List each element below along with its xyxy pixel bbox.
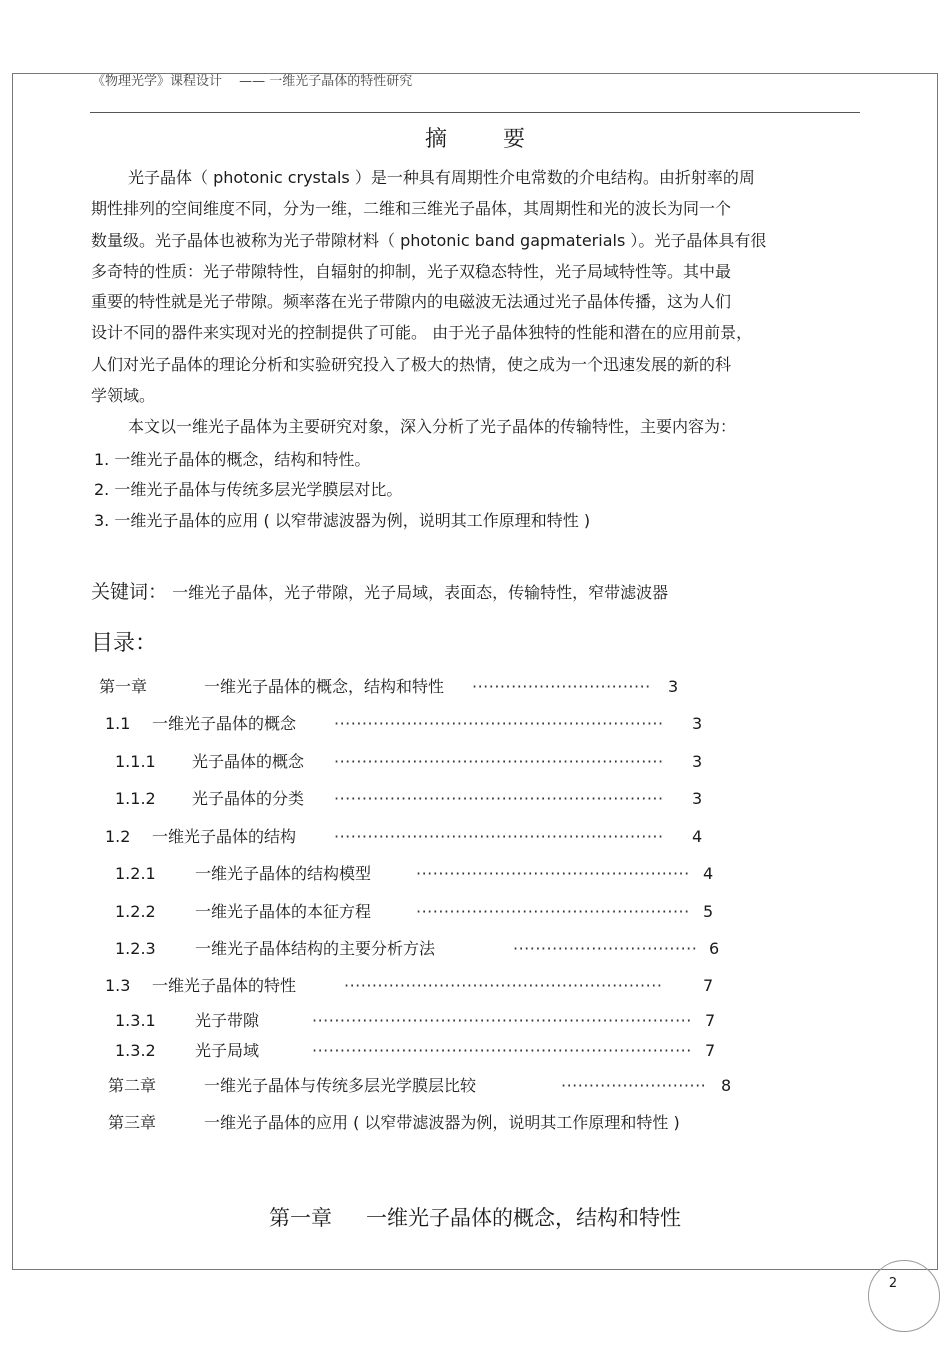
header-divider <box>90 112 860 113</box>
toc-entry-title: 一维光子晶体的特性 <box>152 976 297 995</box>
toc-entry-leader: ················································· <box>416 902 690 921</box>
toc-entry-page: 6 <box>709 939 720 958</box>
toc-entry-page: 3 <box>668 677 679 696</box>
toc-entry-page: 7 <box>705 1041 716 1060</box>
abstract-line-8: 学领域。 <box>91 386 156 405</box>
toc-entry-leader: ···································································· <box>312 1041 692 1060</box>
toc-entry-number: 第一章 <box>99 677 148 696</box>
keywords-text: 一维光子晶体，光子带隙，光子局域，表面态，传输特性，窄带滤波器 <box>172 583 669 602</box>
keywords-row <box>91 582 668 603</box>
abstract-line-5: 重要的特性就是光子带隙。频率落在光子带隙内的电磁波无法通过光子晶体传播，这为人们 <box>91 292 732 311</box>
toc-entry-title: 光子晶体的分类 <box>192 789 305 808</box>
toc-entry-title: 光子晶体的概念 <box>192 752 305 771</box>
toc-entry-page: 3 <box>692 789 703 808</box>
toc-entry-page: 3 <box>692 752 703 771</box>
toc-entry-number: 1.2.1 <box>115 864 156 883</box>
abstract-line-4: 多奇特的性质：光子带隙特性，自辐射的抑制，光子双稳态特性，光子局域特性等。其中最 <box>91 262 732 281</box>
page-number-circle <box>868 1260 940 1332</box>
toc-entry-leader: ··························································· <box>334 714 664 733</box>
content-item-3: 3. 一维光子晶体的应用 ( 以窄带滤波器为例，说明其工作原理和特性 ) <box>94 511 591 530</box>
page-number: 2 <box>888 1276 898 1291</box>
abstract-line-1: 光子晶体（ photonic crystals ）是一种具有周期性介电常数的介电结构。由折射率的周 <box>128 168 755 187</box>
toc-entry-leader: ························································· <box>344 976 663 995</box>
toc-entry-number: 1.2.2 <box>115 902 156 921</box>
toc-entry-number: 第三章 <box>108 1113 157 1132</box>
abstract-line-6: 设计不同的器件来实现对光的控制提供了可能。 由于光子晶体独特的性能和潜在的应用前景， <box>91 323 753 342</box>
toc-entry-leader: ·························· <box>561 1076 707 1095</box>
chapter-heading <box>0 1202 950 1232</box>
toc-entry-title: 一维光子晶体的结构模型 <box>195 864 372 883</box>
toc-entry-page: 4 <box>692 827 703 846</box>
toc-entry-leader: ··························································· <box>334 789 664 808</box>
toc-entry-page: 7 <box>703 976 714 995</box>
toc-entry-leader: ···································································· <box>312 1011 692 1030</box>
toc-entry-leader: ································ <box>472 677 651 696</box>
toc-entry-title: 光子局域 <box>195 1041 260 1060</box>
abstract-line-7: 人们对光子晶体的理论分析和实验研究投入了极大的热情，使之成为一个迅速发展的新的科 <box>91 355 732 374</box>
toc-title: 目录： <box>91 631 158 656</box>
toc-entry-number: 1.3.2 <box>115 1041 156 1060</box>
content-item-1: 1. 一维光子晶体的概念，结构和特性。 <box>94 450 371 469</box>
abstract-title: 摘要 <box>424 127 581 152</box>
toc-entry-title: 光子带隙 <box>195 1011 260 1030</box>
toc-entry-number: 1.3 <box>105 976 131 995</box>
toc-entry-page: 7 <box>705 1011 716 1030</box>
toc-entry-number: 1.1.1 <box>115 752 156 771</box>
chapter-title: 一维光子晶体的概念，结构和特性 <box>366 1206 681 1230</box>
toc-entry-page: 3 <box>692 714 703 733</box>
content-item-2: 2. 一维光子晶体与传统多层光学膜层对比。 <box>94 480 403 499</box>
abstract-line-2: 期性排列的空间维度不同，分为一维，二维和三维光子晶体，其周期性和光的波长为同一个 <box>91 199 732 218</box>
toc-entry-title: 一维光子晶体的结构 <box>152 827 297 846</box>
toc-entry-number: 1.2.3 <box>115 939 156 958</box>
toc-entry-number: 第二章 <box>108 1076 157 1095</box>
toc-entry-leader: ················································· <box>416 864 690 883</box>
keywords-label: 关键词： <box>91 581 168 603</box>
toc-entry-page: 8 <box>721 1076 732 1095</box>
toc-entry-page: 4 <box>703 864 714 883</box>
toc-entry-title: 一维光子晶体的概念，结构和特性 <box>204 677 445 696</box>
toc-entry-leader: ··························································· <box>334 752 664 771</box>
chapter-number: 第一章 <box>269 1206 332 1230</box>
toc-entry-leader: ································· <box>513 939 698 958</box>
toc-entry-title: 一维光子晶体与传统多层光学膜层比较 <box>204 1076 477 1095</box>
toc-entry-leader: ··························································· <box>334 827 664 846</box>
toc-entry-title: 一维光子晶体的概念 <box>152 714 297 733</box>
abstract-paragraph-2: 本文以一维光子晶体为主要研究对象，深入分析了光子晶体的传输特性，主要内容为： <box>128 417 737 436</box>
toc-entry-title: 一维光子晶体的应用 ( 以窄带滤波器为例，说明其工作原理和特性 ) <box>204 1113 680 1132</box>
abstract-line-3: 数量级。光子晶体也被称为光子带隙材料（ photonic band gapmaterials ）。光子晶体具有很 <box>91 231 767 250</box>
toc-entry-number: 1.3.1 <box>115 1011 156 1030</box>
toc-entry-number: 1.1.2 <box>115 789 156 808</box>
running-header: 《物理光学》课程设计 —— 一维光子晶体的特性研究 <box>92 74 413 89</box>
toc-entry-title: 一维光子晶体的本征方程 <box>195 902 372 921</box>
toc-entry-page: 5 <box>703 902 714 921</box>
toc-entry-title: 一维光子晶体结构的主要分析方法 <box>195 939 436 958</box>
toc-entry-number: 1.1 <box>105 714 131 733</box>
toc-entry-number: 1.2 <box>105 827 131 846</box>
